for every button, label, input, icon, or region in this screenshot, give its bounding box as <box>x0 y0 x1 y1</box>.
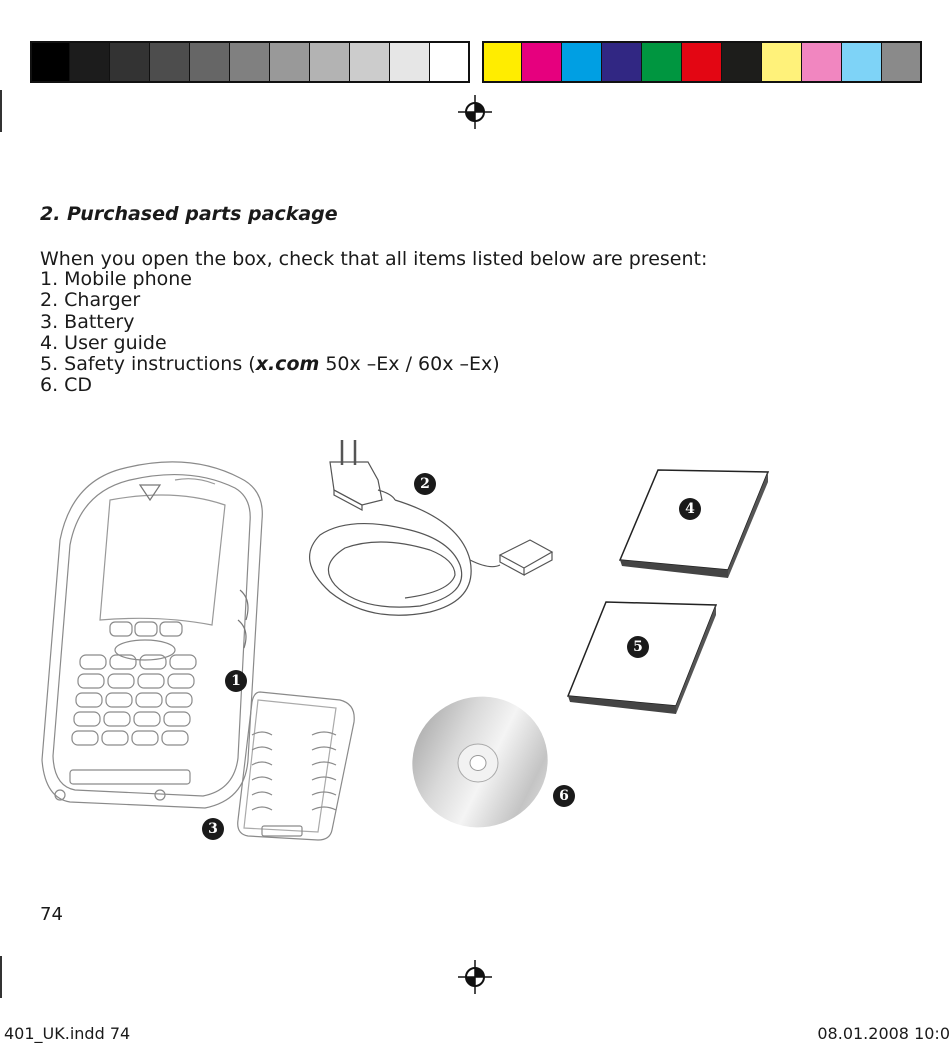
keypad-key <box>140 655 166 669</box>
keypad-key <box>134 712 160 726</box>
battery-rib <box>252 777 272 780</box>
keypad-key <box>80 655 106 669</box>
list-item: 3. Battery <box>40 310 135 333</box>
charger-illustration <box>310 440 552 615</box>
keypad-key <box>168 674 194 688</box>
page-number: 74 <box>40 904 63 925</box>
section-heading: 2. Purchased parts package <box>40 203 338 225</box>
keypad-key <box>170 655 196 669</box>
list-item: 2. Charger <box>40 289 141 312</box>
battery-rib <box>252 747 272 750</box>
callout-phone: 1 <box>225 670 247 692</box>
callout-charger: 2 <box>414 473 436 495</box>
callout-user-guide: 4 <box>679 498 701 520</box>
callout-battery: 3 <box>202 818 224 840</box>
cd-illustration <box>394 678 566 847</box>
mobile-phone-illustration <box>42 462 262 808</box>
user-guide-illustration <box>620 470 768 578</box>
keypad-key <box>136 693 162 707</box>
keypad-key <box>162 731 188 745</box>
list-item: 4. User guide <box>40 331 167 354</box>
keypad-key <box>138 674 164 688</box>
date-slug: 08.01.2008 10:0 <box>817 1024 950 1043</box>
file-slug: 401_UK.indd 74 <box>4 1024 131 1043</box>
callout-cd: 6 <box>553 785 575 807</box>
battery-rib <box>252 792 272 795</box>
list-item: 6. CD <box>40 374 93 397</box>
keypad-key <box>78 674 104 688</box>
battery-rib <box>312 747 336 750</box>
keypad-key <box>74 712 100 726</box>
brand-logo: x.com <box>255 353 320 376</box>
battery-rib <box>312 762 336 765</box>
list-item: 1. Mobile phone <box>40 268 192 290</box>
keypad-key <box>72 731 98 745</box>
keypad-key <box>102 731 128 745</box>
safety-instructions-illustration <box>568 602 716 714</box>
keypad-key <box>164 712 190 726</box>
battery-rib <box>252 807 272 810</box>
battery-illustration <box>238 692 355 840</box>
keypad-key <box>166 693 192 707</box>
keypad-key <box>108 674 134 688</box>
keypad-key <box>76 693 102 707</box>
battery-rib <box>312 777 336 780</box>
intro-text: When you open the box, check that all items listed below are present: <box>40 248 708 270</box>
battery-rib <box>312 807 336 810</box>
keypad-key <box>104 712 130 726</box>
callout-safety-instructions: 5 <box>627 636 649 658</box>
battery-rib <box>252 762 272 765</box>
list-item-text: 50x –Ex / 60x –Ex) <box>319 353 500 376</box>
keypad-key <box>132 731 158 745</box>
keypad-key <box>106 693 132 707</box>
list-item-text: 5. Safety instructions ( <box>40 353 256 376</box>
